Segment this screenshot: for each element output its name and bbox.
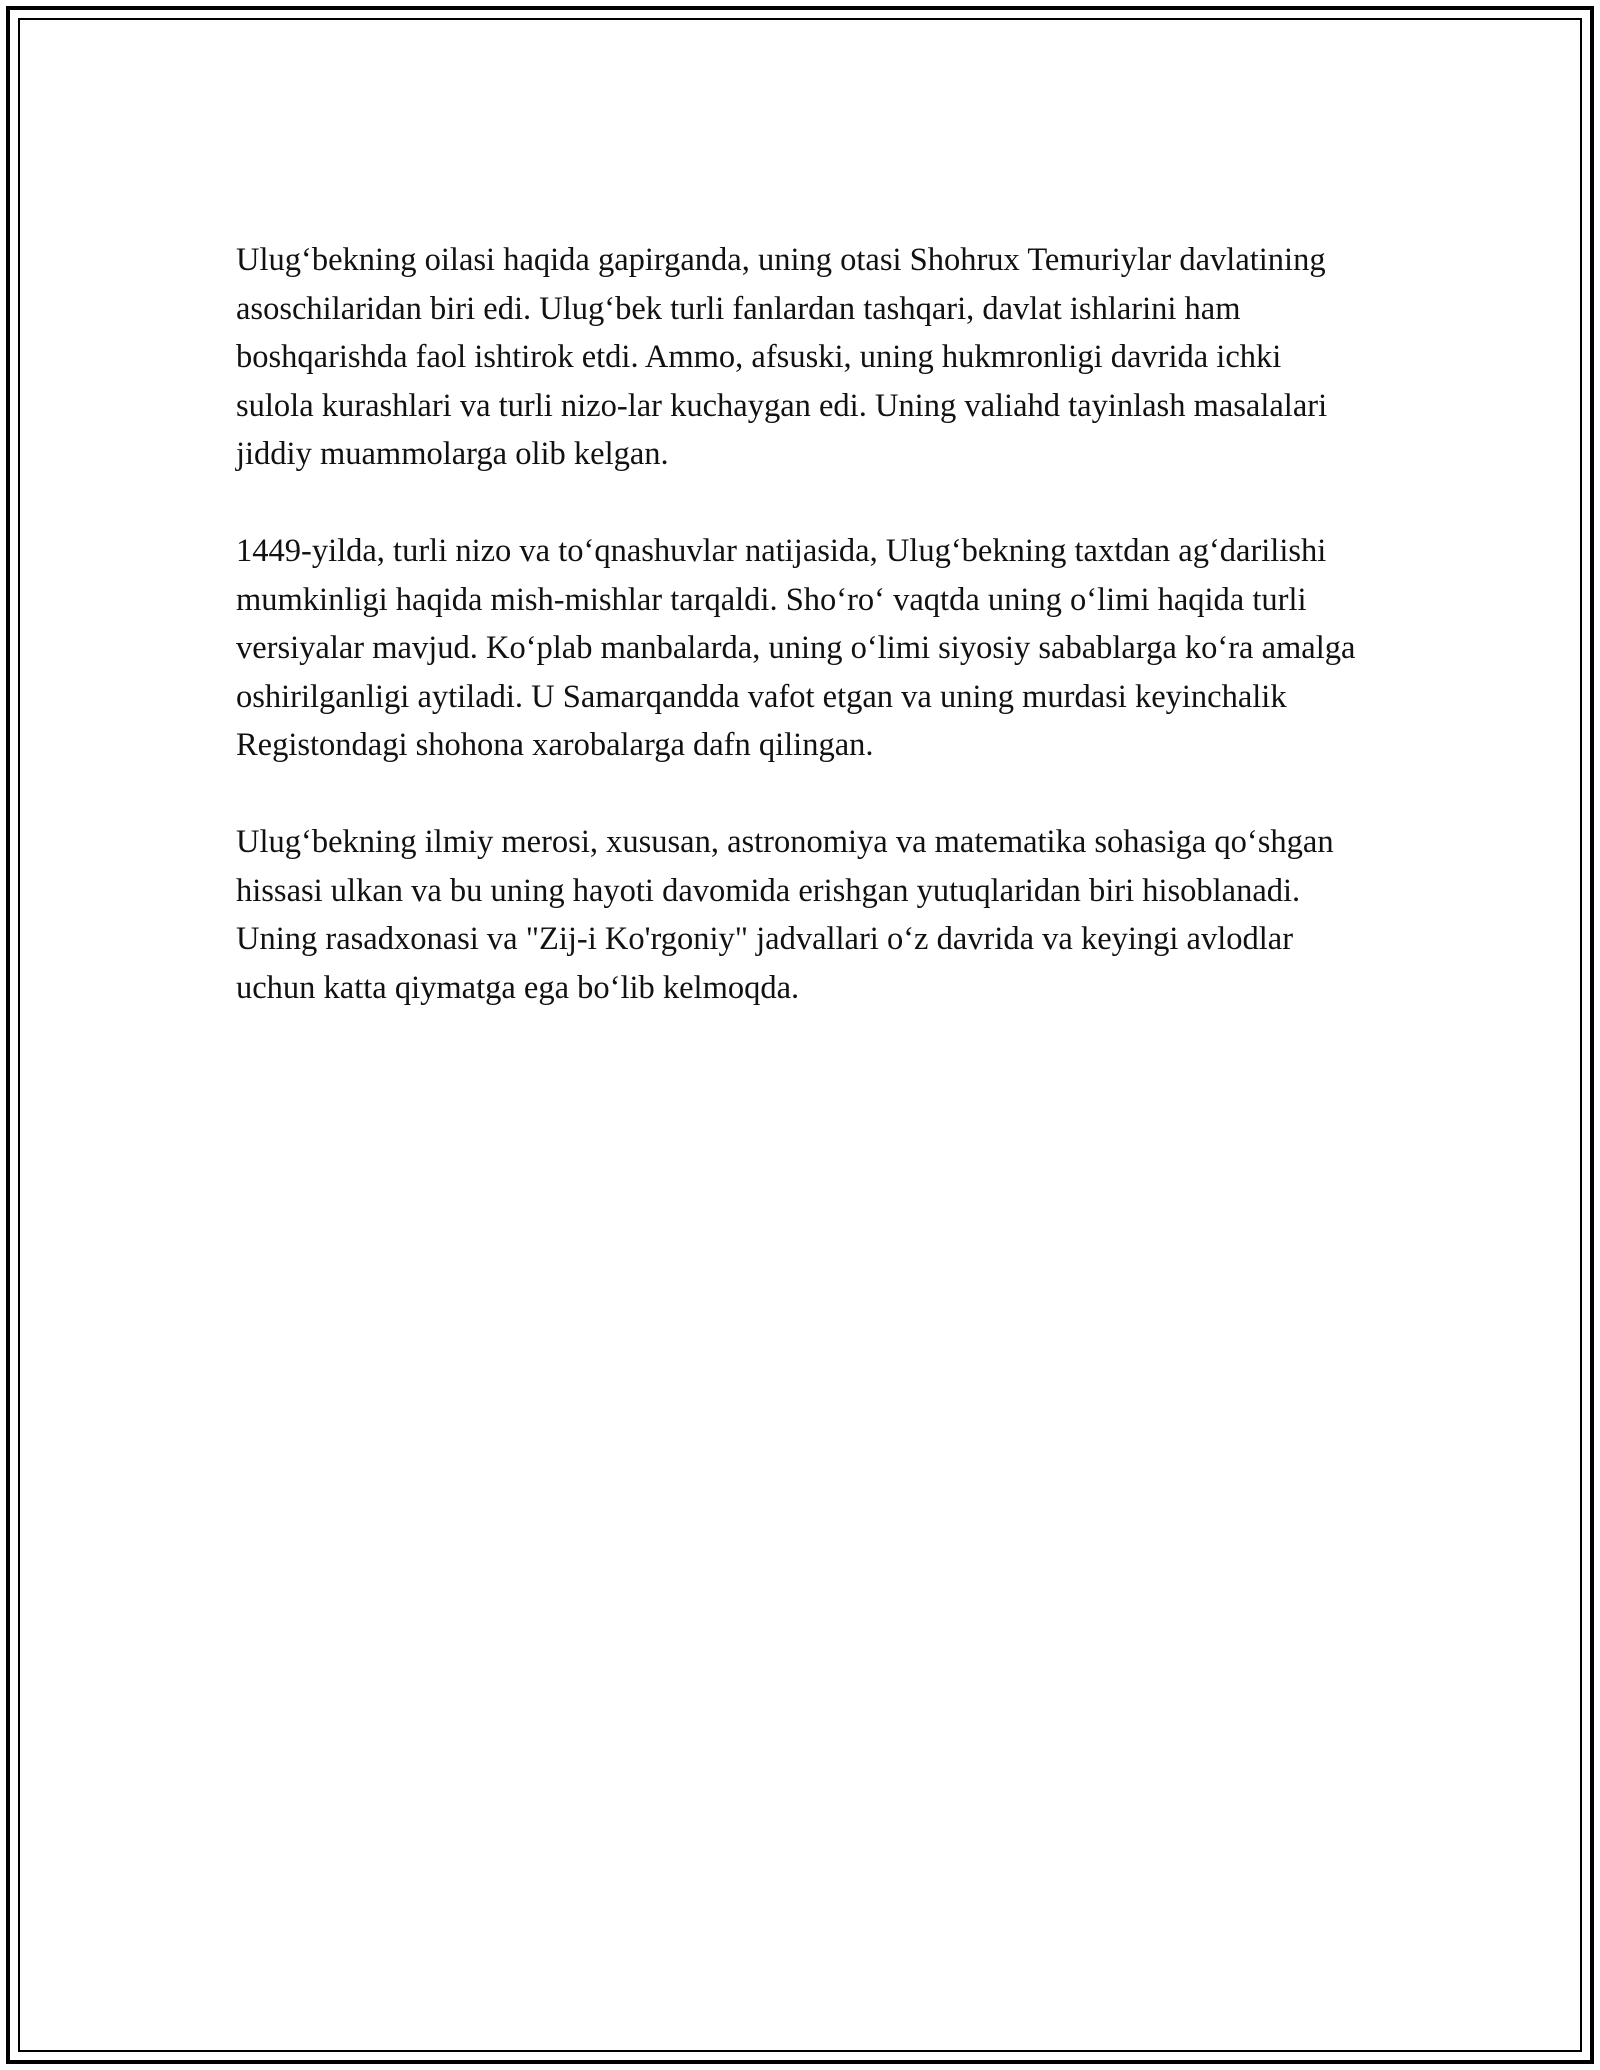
paragraph-3: Ulug‘bekning ilmiy merosi, xususan, astronomiya va matematika sohasiga qo‘shgan hissasi ulkan va bu uning hayoti davomida erishgan yutuqlaridan biri hisoblanadi. Uning rasadxonasi va "Zij-i Ko'rgoniy" jadvallari o‘z davrida va keyingi avlodlar uchun katta qiymatga ega bo‘lib kelmoqda.	[236, 824, 1334, 1006]
document-body	[236, 236, 1366, 1061]
paragraph-2: 1449-yilda, turli nizo va to‘qnashuvlar natijasida, Ulug‘bekning taxtdan ag‘darilishi mumkinligi haqida mish-mishlar tarqaldi. Sho‘ro‘ vaqtda uning o‘limi haqida turli versiyalar mavjud. Ko‘plab manbalarda, uning o‘limi siyosiy sabablarga ko‘ra amalga oshirilganligi aytiladi. U Samarqandda vafot etgan va uning murdasi keyinchalik Registondagi shohona xarobalarga dafn qilingan.	[236, 533, 1356, 763]
paragraph-1: Ulug‘bekning oilasi haqida gapirganda, uning otasi Shohrux Temuriylar davlatining asoschilaridan biri edi. Ulug‘bek turli fanlardan tashqari, davlat ishlarini ham boshqarishda faol ishtirok etdi. Ammo, afsuski, uning hukmronligi davrida ichki sulola kurashlari va turli nizo-lar kuchaygan edi. Uning valiahd tayinlash masalalari jiddiy muammolarga olib kelgan.	[236, 242, 1328, 472]
